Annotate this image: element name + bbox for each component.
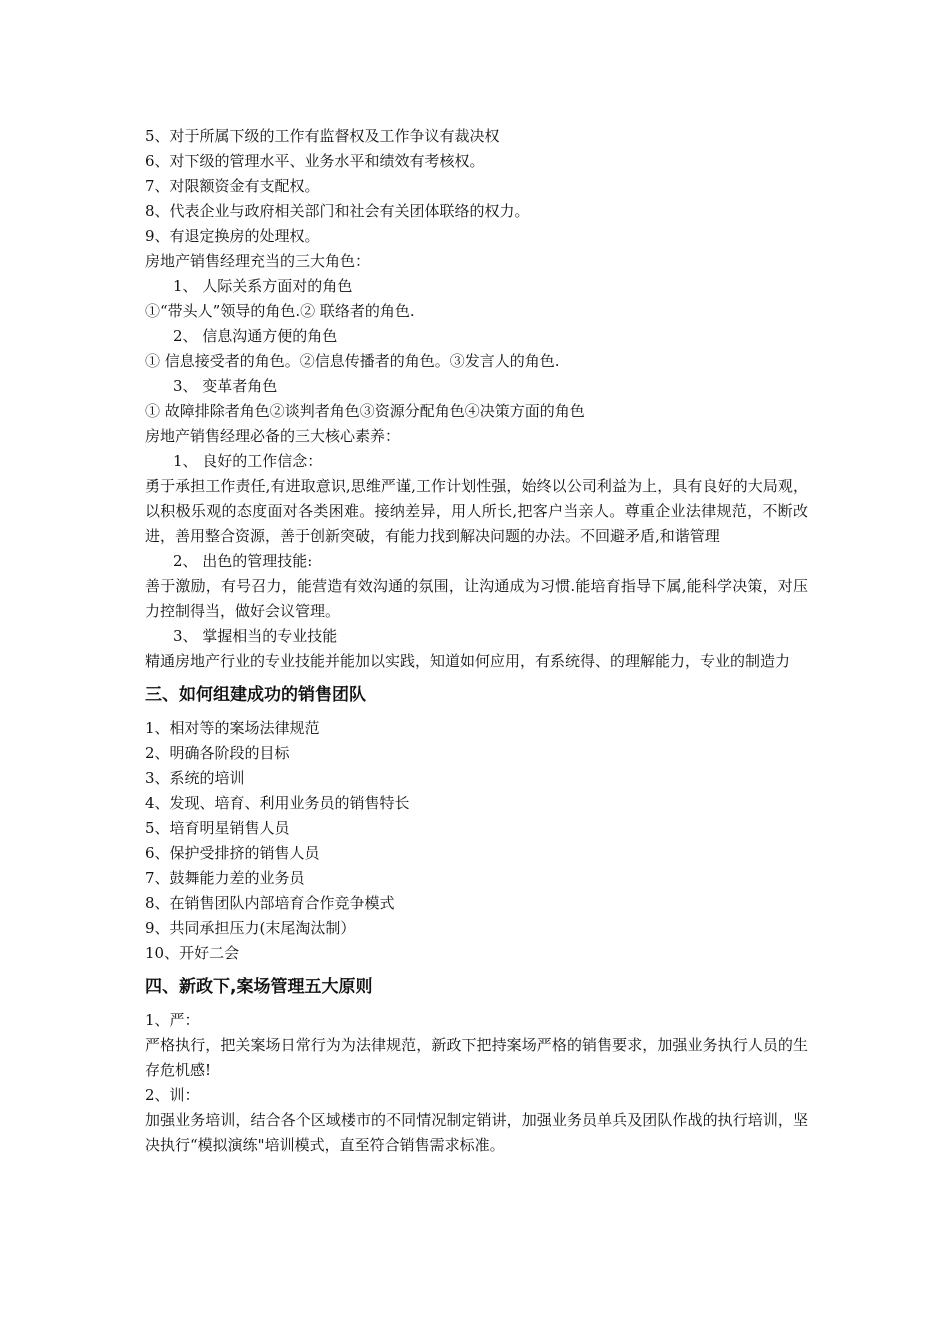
quality-2-title: 2、 出色的管理技能: [173, 552, 313, 570]
list-item: 9、共同承担压力(末尾淘汰制） [145, 919, 356, 937]
quality-1-text: 勇于承担工作责任,有进取意识,思维严谨,工作计划性强，始终以公司利益为上，具有良好的大局观，以积极乐观的态度面对各类困难。接纳差异，用人所长,把客户当亲人。尊重企业法律规范，不断改进，善用整合资源，善于创新突破，有能力找到解决问题的办法。不回避矛盾,和谐管理 [145, 477, 808, 545]
role-3-title: 3、 变革者角色 [173, 377, 278, 395]
quality-3-text: 精通房地产行业的专业技能并能加以实践，知道如何应用，有系统得、的理解能力，专业的制造力 [145, 652, 791, 670]
quality-2-text: 善于激励，有号召力，能营造有效沟通的氛围，让沟通成为习惯.能培育指导下属,能科学决策，对压力控制得当，做好会议管理。 [145, 577, 808, 620]
principle-1-text: 严格执行，把关案场日常行为为法律规范，新政下把持案场严格的销售要求，加强业务执行人员的生存危机感! [145, 1036, 808, 1079]
principle-2-text: 加强业务培训，结合各个区域楼市的不同情况制定销讲，加强业务员单兵及团队作战的执行培训，坚决执行“模拟演练"培训模式，直至符合销售需求标准。 [145, 1111, 808, 1154]
list-item: 8、在销售团队内部培育合作竞争模式 [145, 894, 395, 912]
list-item: 7、对限额资金有支配权。 [145, 177, 320, 195]
list-item: 10、开好二会 [145, 944, 240, 962]
role-1-title: 1、 人际关系方面对的角色 [173, 277, 353, 295]
quality-3-title: 3、 掌握相当的专业技能 [173, 627, 338, 645]
list-item: 8、代表企业与政府相关部门和社会有关团体联络的权力。 [145, 202, 530, 220]
list-item: 2、明确各阶段的目标 [145, 744, 290, 762]
list-item: 5、培育明星销售人员 [145, 819, 290, 837]
principle-1-title: 1、严： [145, 1011, 200, 1029]
role-2-title: 2、 信息沟通方便的角色 [173, 327, 338, 345]
list-item: 1、相对等的案场法律规范 [145, 719, 320, 737]
principle-2-title: 2、训： [145, 1086, 200, 1104]
section-3-heading: 三、如何组建成功的销售团队 [145, 685, 366, 705]
list-item: 6、保护受排挤的销售人员 [145, 844, 320, 862]
list-item: 3、系统的培训 [145, 769, 245, 787]
role-2-text: ① 信息接受者的角色。②信息传播者的角色。③发言人的角色. [145, 352, 560, 370]
quality-1-title: 1、 良好的工作信念： [173, 452, 323, 470]
section-4-heading: 四、新政下,案场管理五大原则 [145, 977, 373, 997]
role-3-text: ① 故障排除者角色②谈判者角色③资源分配角色④决策方面的角色 [145, 402, 585, 420]
list-item: 5、对于所属下级的工作有监督权及工作争议有裁决权 [145, 127, 500, 145]
list-item: 4、发现、培育、利用业务员的销售特长 [145, 794, 410, 812]
qualities-intro: 房地产销售经理必备的三大核心素养： [145, 427, 401, 445]
roles-intro: 房地产销售经理充当的三大角色： [145, 252, 371, 270]
document-page [145, 124, 808, 1158]
list-item: 7、鼓舞能力差的业务员 [145, 869, 305, 887]
list-item: 9、有退定换房的处理权。 [145, 227, 320, 245]
list-item: 6、对下级的管理水平、业务水平和绩效有考核权。 [145, 152, 485, 170]
role-1-text: ①“带头人”领导的角色.② 联络者的角色. [145, 302, 415, 320]
